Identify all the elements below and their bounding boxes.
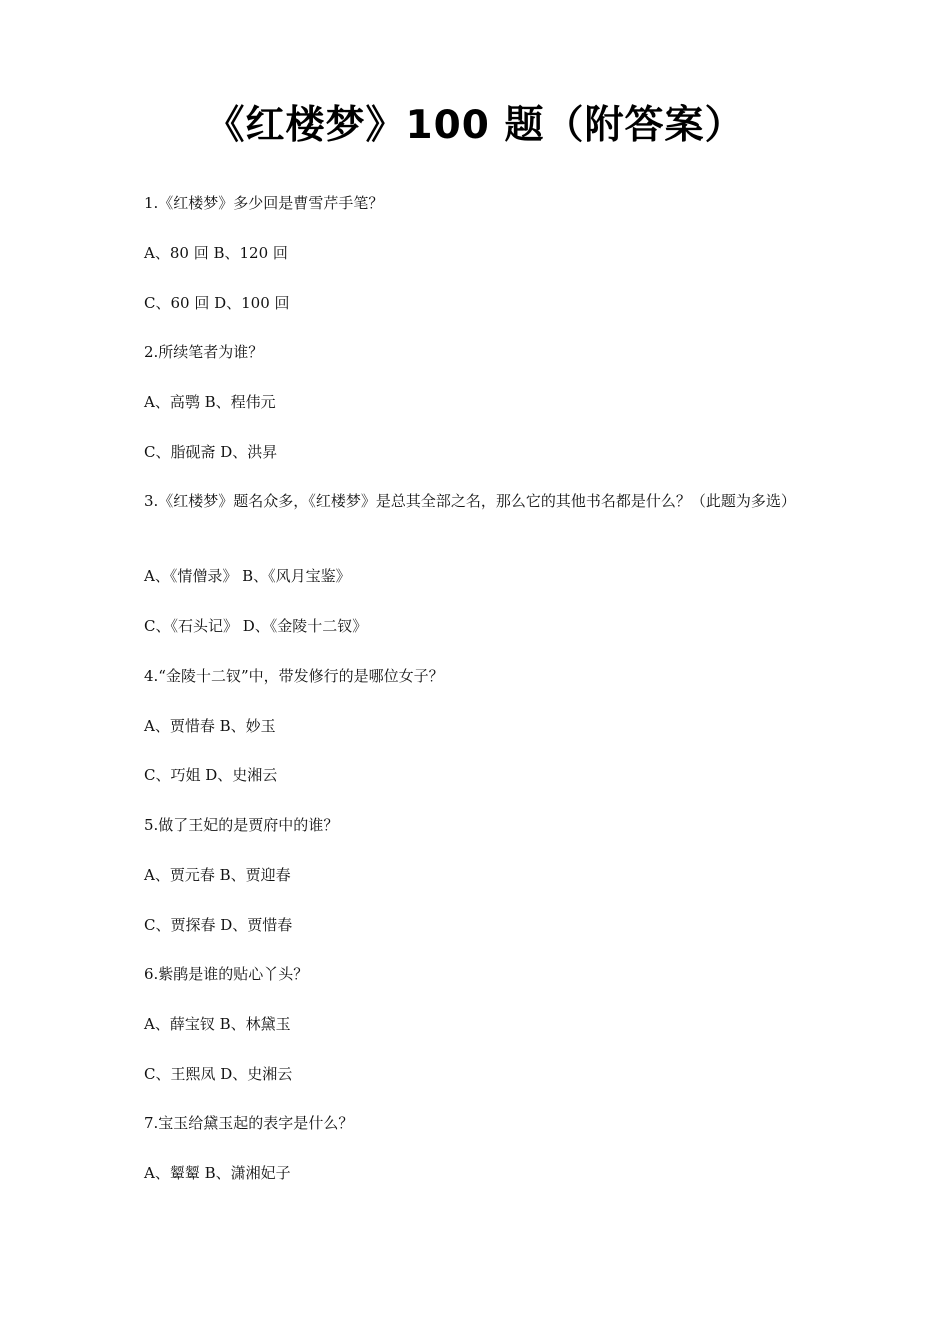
question-4-options-cd: C、巧姐 D、史湘云 xyxy=(144,766,278,784)
question-1-options-ab: A、80 回 B、120 回 xyxy=(144,244,288,262)
question-6-stem: 6.紫鹃是谁的贴心丫头？ xyxy=(144,965,309,983)
question-7-options-ab: A、颦颦 B、潇湘妃子 xyxy=(144,1164,291,1182)
question-5-options-ab: A、贾元春 B、贾迎春 xyxy=(144,866,291,884)
question-1-options-cd: C、60 回 D、100 回 xyxy=(144,294,290,312)
question-5-stem: 5.做了王妃的是贾府中的谁？ xyxy=(144,816,339,834)
question-1-stem: 1.《红楼梦》多少回是曹雪芹手笔？ xyxy=(144,194,384,212)
question-4-stem: 4.“金陵十二钗”中，带发修行的是哪位女子？ xyxy=(144,667,444,685)
question-7-stem: 7.宝玉给黛玉起的表字是什么？ xyxy=(144,1114,354,1132)
question-3-stem: 3.《红楼梦》题名众多，《红楼梦》是总其全部之名，那么它的其他书名都是什么？（此题为多选） xyxy=(144,492,796,510)
question-6-options-ab: A、薛宝钗 B、林黛玉 xyxy=(144,1015,291,1033)
question-4-options-ab: A、贾惜春 B、妙玉 xyxy=(144,717,276,735)
question-3-options-cd: C、《石头记》 D、《金陵十二钗》 xyxy=(144,617,368,635)
question-2-options-cd: C、脂砚斋 D、洪昇 xyxy=(144,443,278,461)
question-6-options-cd: C、王熙凤 D、史湘云 xyxy=(144,1065,293,1083)
question-3-options-ab: A、《情僧录》 B、《风月宝鉴》 xyxy=(144,567,351,585)
document-title: 《红楼梦》100 题（附答案） xyxy=(205,103,745,148)
question-5-options-cd: C、贾探春 D、贾惜春 xyxy=(144,916,293,934)
question-2-stem: 2.所续笔者为谁？ xyxy=(144,343,264,361)
question-2-options-ab: A、高鹗 B、程伟元 xyxy=(144,393,276,411)
